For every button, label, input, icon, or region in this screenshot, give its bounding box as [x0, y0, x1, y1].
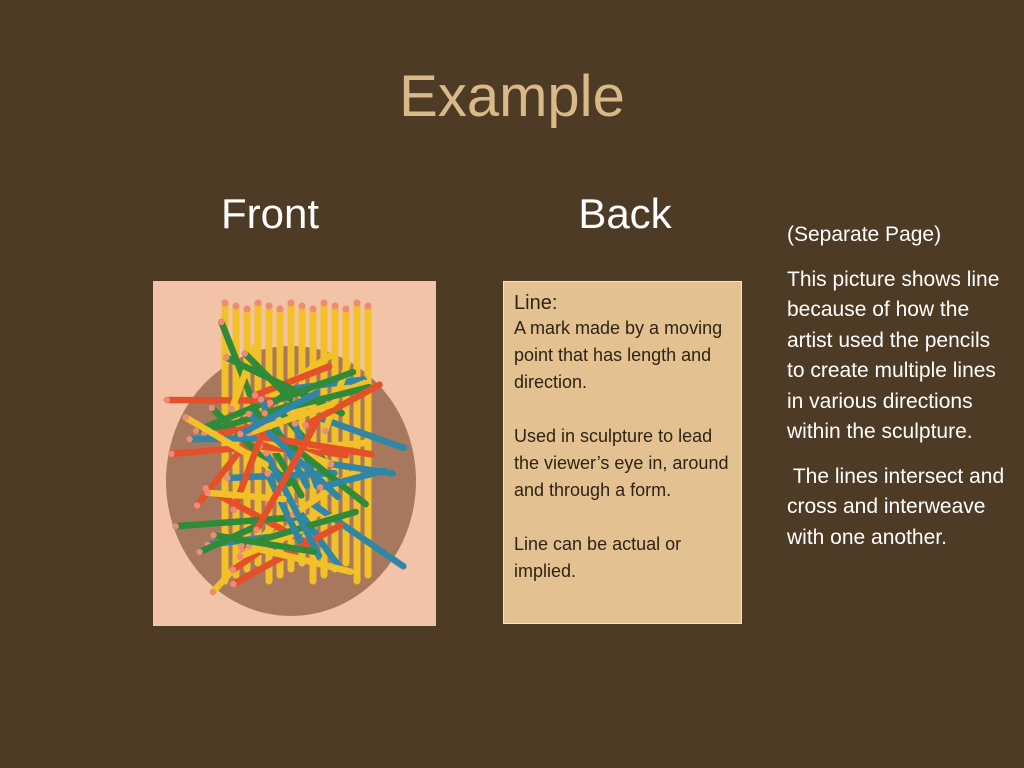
pencil-eraser	[230, 506, 236, 512]
pencil-eraser	[322, 428, 328, 434]
pencil-eraser	[328, 461, 334, 467]
pencil-eraser	[209, 405, 215, 411]
pencil-eraser	[310, 306, 317, 313]
side-label: (Separate Page)	[787, 223, 942, 246]
pencil-eraser	[302, 422, 308, 428]
pencil-eraser	[267, 399, 273, 405]
card-usage: Used in sculpture to lead the viewer’s eye in, around and through a form.	[514, 426, 729, 500]
pencil-eraser	[288, 300, 295, 307]
back-heading: Back	[578, 190, 672, 237]
pencil-eraser	[242, 350, 248, 356]
pencil-sculpture-image	[153, 281, 436, 626]
sculpture-photo	[153, 281, 436, 626]
pencil-eraser	[204, 490, 210, 496]
pencil-eraser	[223, 354, 229, 360]
pencil-eraser	[246, 411, 252, 417]
pencil-eraser	[264, 470, 270, 476]
pencil-eraser	[194, 502, 200, 508]
definition-card	[503, 281, 742, 624]
pencil-eraser	[210, 589, 216, 595]
pencil-eraser	[210, 532, 216, 538]
pencil-eraser	[266, 303, 273, 310]
pencil-eraser	[299, 303, 306, 310]
pencil-eraser	[164, 397, 170, 403]
pencil-eraser	[244, 306, 251, 313]
pencil-eraser	[186, 436, 192, 442]
pencil-eraser	[354, 300, 361, 307]
pencil-eraser	[317, 484, 323, 490]
pencil-eraser	[229, 406, 235, 412]
card-note: Line can be actual or implied.	[514, 534, 682, 581]
pencil-eraser	[172, 523, 178, 529]
pencil-eraser	[321, 300, 328, 307]
pencil-eraser	[238, 543, 244, 549]
pencil-eraser	[218, 319, 224, 325]
card-definition: A mark made by a moving point that has length and direction.	[514, 318, 723, 392]
pencil-eraser	[233, 303, 240, 310]
side-paragraph-2: The lines intersect and cross and interweave with one another.	[787, 464, 1010, 549]
pencil-eraser	[277, 306, 284, 313]
pencil-eraser	[237, 553, 243, 559]
pencil-eraser	[237, 431, 243, 437]
pencil-eraser	[230, 567, 236, 573]
pencil-eraser	[230, 581, 236, 587]
slide-title: Example	[399, 64, 625, 129]
pencil-eraser	[332, 303, 339, 310]
pencil-eraser	[252, 392, 258, 398]
pencil-eraser	[183, 414, 189, 420]
pencil-eraser	[365, 303, 372, 310]
card-term: Line:	[514, 292, 558, 314]
pencil-eraser	[263, 450, 269, 456]
pencil-eraser	[253, 527, 259, 533]
pencil-eraser	[222, 300, 229, 307]
side-paragraph-1: This picture shows line because of how the artist used the pencils to create multiple lines in various directions within the sculpture.	[787, 267, 1000, 443]
pencil-eraser	[262, 410, 268, 416]
pencil-eraser	[224, 475, 230, 481]
pencil-eraser	[168, 451, 174, 457]
front-heading: Front	[220, 190, 320, 237]
pencil-eraser	[258, 396, 264, 402]
pencil-eraser	[255, 300, 262, 307]
pencil-eraser	[343, 306, 350, 313]
side-notes	[787, 220, 1012, 553]
pencil-eraser	[196, 549, 202, 555]
